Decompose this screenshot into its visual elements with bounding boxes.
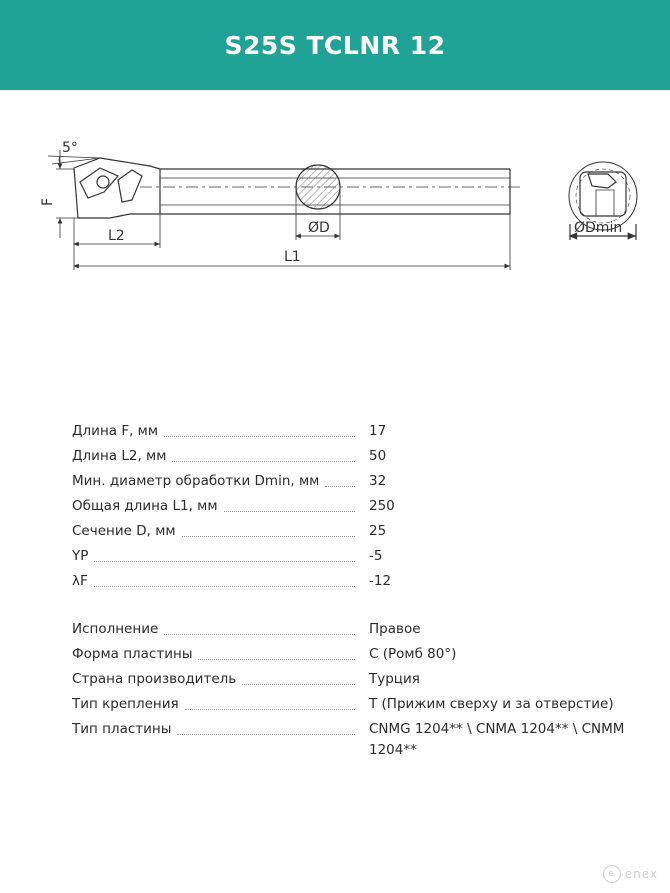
spec-row bbox=[72, 448, 642, 473]
dot-leader bbox=[94, 548, 355, 562]
angle-label: 5° bbox=[62, 140, 78, 156]
d-label: ØD bbox=[308, 220, 330, 236]
brand-logo bbox=[603, 865, 658, 883]
spec-label: Мин. диаметр обработки Dmin, мм bbox=[72, 473, 320, 489]
spec-value: CNMG 1204** \ CNMA 1204** \ CNMM 1204** bbox=[369, 721, 625, 758]
spec-value: 50 bbox=[369, 448, 387, 464]
spec-row bbox=[72, 696, 642, 721]
spec-row bbox=[72, 573, 642, 598]
l1-label: L1 bbox=[284, 249, 301, 265]
specs-table bbox=[72, 423, 642, 765]
dot-leader bbox=[164, 621, 355, 635]
spec-value: T (Прижим сверху и за отверстие) bbox=[369, 696, 614, 712]
spec-value: Турция bbox=[369, 671, 420, 687]
spec-label: YP bbox=[72, 548, 89, 564]
spec-label: Страна производитель bbox=[72, 671, 237, 687]
spec-label: Форма пластины bbox=[72, 646, 193, 662]
logo-mark-icon: e bbox=[603, 865, 621, 883]
page-header bbox=[0, 0, 670, 90]
spec-row bbox=[72, 473, 642, 498]
dot-leader bbox=[177, 721, 355, 735]
spec-label: Исполнение bbox=[72, 621, 159, 637]
spec-label: Сечение D, мм bbox=[72, 523, 176, 539]
side-view bbox=[74, 158, 520, 218]
spec-row bbox=[72, 523, 642, 548]
spec-label: Длина F, мм bbox=[72, 423, 159, 439]
dimensions bbox=[48, 150, 510, 270]
spec-value: -5 bbox=[369, 548, 383, 564]
dmin-label: ØDmin bbox=[574, 220, 623, 236]
spec-value: 17 bbox=[369, 423, 387, 439]
dot-leader bbox=[185, 696, 355, 710]
spec-row bbox=[72, 423, 642, 448]
spec-value: 32 bbox=[369, 473, 387, 489]
spec-label: λF bbox=[72, 573, 88, 589]
spec-row bbox=[72, 671, 642, 696]
spec-label: Общая длина L1, мм bbox=[72, 498, 218, 514]
logo-text: enex bbox=[624, 867, 658, 881]
spec-value: -12 bbox=[369, 573, 392, 589]
spec-row bbox=[72, 621, 642, 646]
group-gap bbox=[72, 598, 642, 621]
spec-row bbox=[72, 548, 642, 573]
dot-leader bbox=[242, 671, 355, 685]
dot-leader bbox=[325, 473, 355, 487]
spec-row bbox=[72, 721, 642, 765]
spec-value: Правое bbox=[369, 621, 421, 637]
dot-leader bbox=[164, 423, 355, 437]
dot-leader bbox=[172, 448, 355, 462]
spec-label: Тип пластины bbox=[72, 721, 172, 737]
dot-leader bbox=[224, 498, 355, 512]
spec-row bbox=[72, 646, 642, 671]
tool-drawing bbox=[0, 90, 670, 310]
product-title: S25S TCLNR 12 bbox=[224, 30, 446, 60]
dot-leader bbox=[182, 523, 355, 537]
l2-label: L2 bbox=[108, 228, 125, 244]
dot-leader bbox=[198, 646, 355, 660]
spec-value: 25 bbox=[369, 523, 387, 539]
spec-value: C (Ромб 80°) bbox=[369, 646, 457, 662]
spec-label: Длина L2, мм bbox=[72, 448, 167, 464]
spec-value: 250 bbox=[369, 498, 395, 514]
spec-row bbox=[72, 498, 642, 523]
spec-label: Тип крепления bbox=[72, 696, 179, 712]
f-label: F bbox=[40, 197, 56, 206]
dot-leader bbox=[94, 573, 355, 587]
